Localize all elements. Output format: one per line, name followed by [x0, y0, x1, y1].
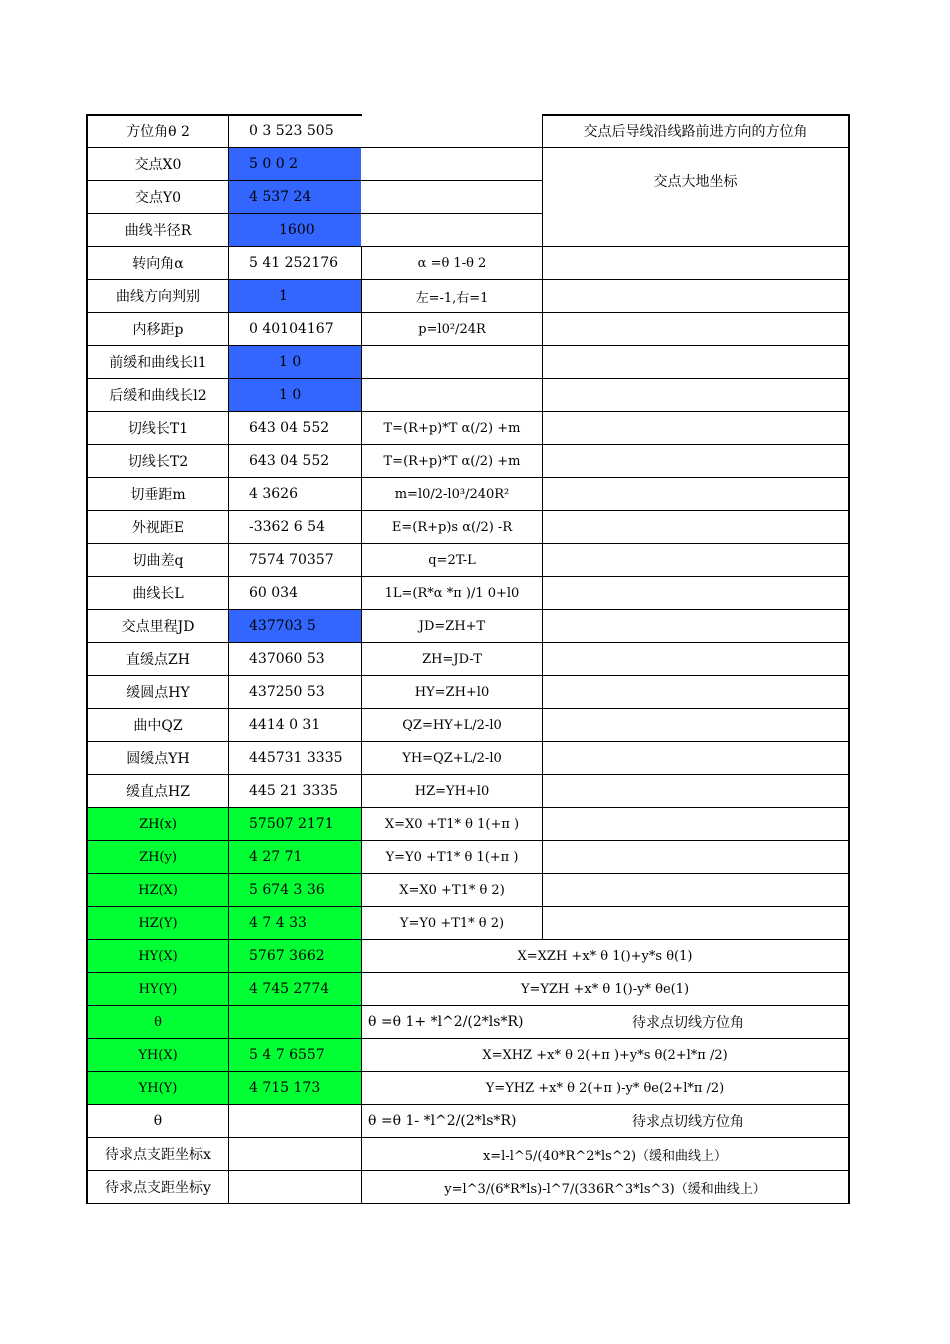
table-row	[86, 1105, 850, 1138]
row-note	[542, 280, 850, 312]
row-note	[542, 544, 850, 576]
row-formula: m=l0/2-l0³/240R²	[361, 478, 542, 510]
row-label: 直缓点ZH	[86, 643, 229, 675]
row-value: 5 41 252176	[249, 255, 339, 271]
row-label: HY(Y)	[86, 973, 229, 1005]
table-row	[86, 445, 850, 478]
row-value: 5 4 7 6557	[229, 1039, 361, 1071]
row-label: HZ(Y)	[86, 907, 229, 939]
row-formula: X=X0 +T1* θ 2)	[361, 874, 542, 906]
row-formula: HY=ZH+l0	[361, 676, 542, 708]
row-formula: T=(R+p)*T α(/2) +m	[361, 412, 542, 444]
row-formula	[361, 115, 542, 147]
row-value: -3362 6 54	[249, 519, 325, 535]
row-note	[542, 412, 850, 444]
row-value	[229, 1006, 361, 1038]
row-note	[542, 643, 850, 675]
row-label: ZH(y)	[86, 841, 229, 873]
row-value	[229, 1171, 361, 1203]
row-note	[542, 841, 850, 873]
table-row	[86, 643, 850, 676]
row-value[interactable]: 1600	[229, 214, 361, 246]
row-label: 切垂距m	[86, 478, 229, 510]
row-formula: QZ=HY+L/2-l0	[361, 709, 542, 741]
table-row	[86, 610, 850, 643]
table-row	[86, 907, 850, 940]
row-label: 缓直点HZ	[86, 775, 229, 807]
table-row	[86, 1072, 850, 1105]
table-row	[86, 973, 850, 1006]
row-note	[542, 610, 850, 642]
row-label: 圆缓点YH	[86, 742, 229, 774]
row-label: 待求点支距坐标y	[86, 1171, 229, 1203]
row-formula	[361, 214, 542, 246]
row-value[interactable]: 1 0	[229, 346, 361, 378]
row-label: 外视距E	[86, 511, 229, 543]
row-note	[542, 214, 850, 246]
row-note	[542, 907, 850, 939]
formula-wide: y=l^3/(6*R*ls)-l^7/(336R^3*ls^3)（缓和曲线上）	[361, 1171, 850, 1203]
row-label: HZ(X)	[86, 874, 229, 906]
row-formula: p=l0²/24R	[361, 313, 542, 345]
row-label: HY(X)	[86, 940, 229, 972]
row-label: ZH(x)	[86, 808, 229, 840]
row-note	[542, 445, 850, 477]
table-row	[86, 808, 850, 841]
row-label: 交点里程JD	[86, 610, 229, 642]
table-row	[86, 478, 850, 511]
table-row	[86, 1006, 850, 1039]
row-value: 643 04 552	[249, 453, 330, 469]
formula-wide: X=XZH +x* θ 1()+y*s θ(1)	[361, 940, 850, 972]
row-formula: YH=QZ+L/2-l0	[361, 742, 542, 774]
row-note	[542, 742, 850, 774]
formula-note: 待求点切线方位角	[632, 1114, 744, 1130]
row-value: 57507 2171	[229, 808, 361, 840]
formula-wide: X=XHZ +x* θ 2(+π )+y*s θ(2+l*π /2)	[361, 1039, 850, 1071]
table-row	[86, 174, 850, 214]
table-row	[86, 544, 850, 577]
row-note	[542, 511, 850, 543]
table-row	[86, 412, 850, 445]
row-label: 曲中QZ	[86, 709, 229, 741]
formula-wide: Y=YHZ +x* θ 2(+π )-y* θe(2+l*π /2)	[361, 1072, 850, 1104]
row-formula	[361, 148, 542, 180]
row-value[interactable]: 4 537 24	[229, 181, 361, 213]
row-formula: q=2T-L	[361, 544, 542, 576]
formula-theta: θ =θ 1- *l^2/(2*ls*R)	[368, 1113, 517, 1129]
table-row	[86, 346, 850, 379]
table-row	[86, 775, 850, 808]
row-label: θ	[86, 1006, 229, 1038]
table-row	[86, 742, 850, 775]
row-label: 交点X0	[86, 148, 229, 180]
table-row	[86, 280, 850, 313]
row-note	[542, 874, 850, 906]
formula-wide: Y=YZH +x* θ 1()-y* θe(1)	[361, 973, 850, 1005]
row-value: 445 21 3335	[249, 783, 339, 799]
row-value: 437060 53	[249, 651, 325, 667]
row-formula	[361, 346, 542, 378]
row-formula: α =θ 1-θ 2	[361, 247, 542, 279]
table-row	[86, 709, 850, 742]
row-label: 曲线方向判别	[86, 280, 229, 312]
row-label: 缓圆点HY	[86, 676, 229, 708]
row-note	[542, 247, 850, 279]
formula-theta: θ =θ 1+ *l^2/(2*ls*R)	[368, 1014, 524, 1030]
row-formula: 左=-1,右=1	[361, 280, 542, 312]
row-formula: T=(R+p)*T α(/2) +m	[361, 445, 542, 477]
table-row	[86, 874, 850, 907]
row-value[interactable]: 1 0	[229, 379, 361, 411]
row-value[interactable]: 5 0 0 2	[229, 148, 361, 180]
row-formula: ZH=JD-T	[361, 643, 542, 675]
row-label: 曲线长L	[86, 577, 229, 609]
row-value[interactable]: 437703 5	[229, 610, 361, 642]
row-label: YH(Y)	[86, 1072, 229, 1104]
table-row	[86, 1171, 850, 1204]
table-row	[86, 940, 850, 973]
table-row	[86, 1039, 850, 1072]
row-label: 交点Y0	[86, 181, 229, 213]
row-note	[542, 346, 850, 378]
row-value: 0 40104167	[249, 321, 334, 337]
row-label: 内移距p	[86, 313, 229, 345]
row-formula: HZ=YH+l0	[361, 775, 542, 807]
row-formula: X=X0 +T1* θ 1(+π )	[361, 808, 542, 840]
row-note	[542, 478, 850, 510]
table-row	[86, 214, 850, 247]
formula-wide: x=l-l^5/(40*R^2*ls^2)（缓和曲线上）	[361, 1138, 850, 1170]
row-value: 643 04 552	[249, 420, 330, 436]
row-value[interactable]: 1	[229, 280, 361, 312]
row-formula	[361, 379, 542, 411]
row-value: 60 034	[249, 585, 298, 601]
row-value: 0 3 523 505	[249, 123, 334, 139]
row-label: θ	[86, 1105, 229, 1137]
row-formula	[361, 181, 542, 213]
formula-note: 待求点切线方位角	[632, 1015, 744, 1031]
formula-wide	[361, 1105, 850, 1137]
row-value: 4 745 2774	[229, 973, 361, 1005]
row-formula: E=(R+p)s α(/2) -R	[361, 511, 542, 543]
row-note	[542, 676, 850, 708]
row-note	[542, 313, 850, 345]
row-label: 前缓和曲线长l1	[86, 346, 229, 378]
row-label: 切曲差q	[86, 544, 229, 576]
table-row	[86, 247, 850, 280]
row-label: YH(X)	[86, 1039, 229, 1071]
row-formula: Y=Y0 +T1* θ 2)	[361, 907, 542, 939]
formula-wide	[361, 1006, 850, 1038]
row-value: 4 3626	[249, 486, 298, 502]
table-row	[86, 1138, 850, 1171]
table-row	[86, 676, 850, 709]
row-value: 5 674 3 36	[229, 874, 361, 906]
row-value: 4 27 71	[229, 841, 361, 873]
row-value: 4414 0 31	[249, 717, 321, 733]
row-note	[542, 808, 850, 840]
row-formula: 1L=(R*α *π )/1 0+l0	[361, 577, 542, 609]
row-label: 转向角α	[86, 247, 229, 279]
row-formula: JD=ZH+T	[361, 610, 542, 642]
row-value: 4 715 173	[229, 1072, 361, 1104]
row-note: 交点后导线沿线路前进方向的方位角	[542, 115, 850, 147]
row-note: 交点大地坐标	[542, 148, 850, 214]
table-row	[86, 115, 850, 148]
row-label: 切线长T2	[86, 445, 229, 477]
row-value	[229, 1138, 361, 1170]
table-row	[86, 313, 850, 346]
row-note	[542, 577, 850, 609]
row-note	[542, 709, 850, 741]
row-label: 后缓和曲线长l2	[86, 379, 229, 411]
row-value	[229, 1105, 361, 1137]
row-label: 方位角θ 2	[86, 115, 229, 147]
row-label: 切线长T1	[86, 412, 229, 444]
row-label: 曲线半径R	[86, 214, 229, 246]
row-value: 7574 70357	[249, 552, 334, 568]
row-value: 437250 53	[249, 684, 325, 700]
row-value: 4 7 4 33	[229, 907, 361, 939]
row-value: 445731 3335	[249, 750, 343, 766]
table-row	[86, 577, 850, 610]
table-row	[86, 379, 850, 412]
table-row	[86, 841, 850, 874]
row-formula: Y=Y0 +T1* θ 1(+π )	[361, 841, 542, 873]
table-row	[86, 511, 850, 544]
row-note	[542, 775, 850, 807]
row-note	[542, 379, 850, 411]
row-value: 5767 3662	[229, 940, 361, 972]
row-label: 待求点支距坐标x	[86, 1138, 229, 1170]
